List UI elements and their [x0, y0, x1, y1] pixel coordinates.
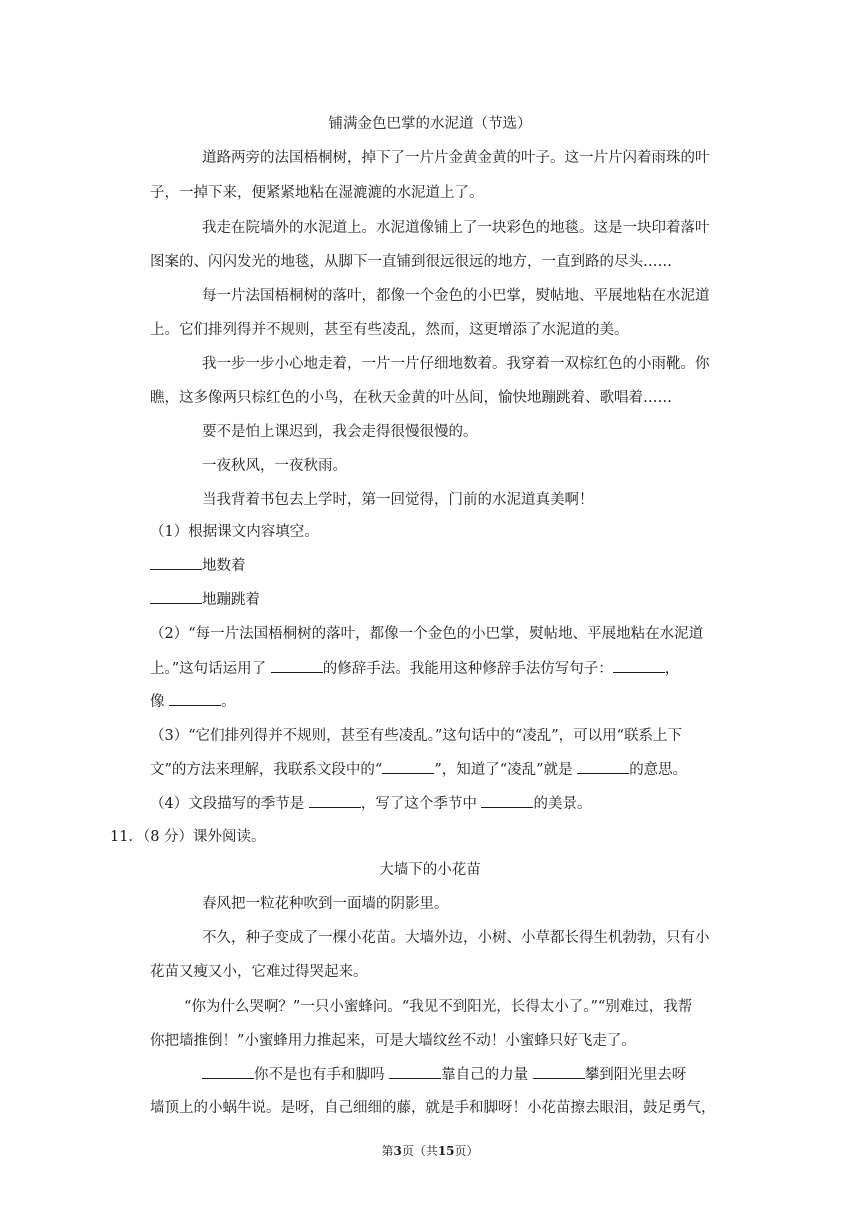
question-text: （4）文段描写的季节是: [150, 796, 309, 812]
paragraph-line: 图案的、闪闪发光的地毯，从脚下一直铺到很远很远的地方，一直到路的尽头……: [150, 254, 672, 270]
question-text: 上。”这句话运用了: [150, 661, 271, 677]
footer-text: 页（共: [401, 1144, 438, 1158]
paragraph-line: 你把墙推倒！”小蜜蜂用力推起来，可是大墙纹丝不动！小蜜蜂只好飞走了。: [150, 1033, 636, 1049]
question-11-label: 11．（8 分）课外阅读。: [110, 829, 266, 845]
paragraph-line: 花苗又瘦又小，它难过得哭起来。: [150, 964, 368, 980]
question-2-line: （2）“每一片法国梧桐树的落叶，都像一个金色的小巴掌，熨帖地、平展地粘在水泥道: [150, 626, 704, 642]
question-text: ，写了这个季节中: [360, 796, 482, 812]
question-text: 的修辞手法。我能用这种修辞手法仿写句子：: [322, 661, 613, 677]
page-number: 3: [393, 1144, 402, 1158]
footer-text: 页）: [454, 1144, 479, 1158]
answer-blank[interactable]: [271, 658, 323, 673]
question-1-item-1: [150, 554, 246, 575]
paragraph-line: 道路两旁的法国梧桐树，掉下了一片片金黄金黄的叶子。这一片片闪着雨珠的叶: [202, 150, 710, 166]
question-text: ，: [664, 661, 680, 677]
page-footer: [0, 1142, 860, 1159]
paragraph-line: 一夜秋风，一夜秋雨。: [202, 458, 347, 474]
question-text: 。: [221, 694, 236, 710]
paragraph-line: 每一片法国梧桐树的落叶，都像一个金色的小巴掌，熨帖地、平展地粘在水泥道: [202, 288, 710, 304]
answer-blank[interactable]: [309, 793, 361, 808]
question-2-line: [150, 657, 679, 678]
answer-blank[interactable]: [150, 555, 202, 570]
question-3-line: （3）“它们排列得并不规则，甚至有些凌乱。”这句话中的“凌乱”，可以用“联系上下: [150, 728, 683, 744]
answer-blank[interactable]: [382, 759, 434, 774]
question-text: 你不是也有手和脚吗: [254, 1067, 390, 1083]
paragraph-line: “你为什么哭啊？”一只小蜜蜂问。“我见不到阳光，长得太小了。”“别难过，我帮: [184, 999, 693, 1015]
passage-title: 铺满金色巴掌的水泥道（节选）: [328, 116, 532, 132]
paragraph-line: 我走在院墙外的水泥道上。水泥道像铺上了一块彩色的地毯。这是一块印着落叶: [202, 220, 710, 236]
paragraph-line: 上。它们排列得并不规则，甚至有些凌乱，然而，这更增添了水泥道的美。: [150, 322, 629, 338]
answer-blank[interactable]: [577, 759, 629, 774]
paragraph-line: 子，一掉下来，便紧紧地粘在湿漉漉的水泥道上了。: [150, 185, 484, 201]
answer-blank[interactable]: [533, 1064, 585, 1079]
blank-suffix: 地数着: [202, 558, 246, 574]
answer-blank[interactable]: [150, 589, 202, 604]
paragraph-line: 春风把一粒花种吹到一面墙的阴影里。: [202, 896, 449, 912]
paragraph-line: 不久，种子变成了一棵小花苗。大墙外边，小树、小草都长得生机勃勃，只有小: [202, 930, 710, 946]
question-text: 攀到阳光里去呀: [584, 1067, 687, 1083]
question-text: 的意思。: [629, 762, 688, 778]
paragraph-line: 要不是怕上课迟到，我会走得很慢很慢的。: [202, 424, 478, 440]
answer-blank[interactable]: [202, 1064, 254, 1079]
answer-blank[interactable]: [481, 793, 533, 808]
passage-title: 大墙下的小花苗: [379, 862, 481, 878]
question-1-item-2: [150, 588, 260, 609]
paragraph-line: 墙顶上的小蜗牛说。是呀，自己细细的藤，就是手和脚呀！小花苗擦去眼泪，鼓足勇气，: [150, 1100, 716, 1116]
question-text: ”，知道了“凌乱”就是: [434, 762, 578, 778]
paragraph-line: 我一步一步小心地走着，一片一片仔细地数着。我穿着一双棕红色的小雨靴。你: [202, 356, 710, 372]
paragraph-line: 当我背着书包去上学时，第一回觉得，门前的水泥道真美啊！: [202, 492, 594, 508]
answer-blank[interactable]: [169, 691, 221, 706]
question-text: 靠自己的力量: [441, 1067, 533, 1083]
answer-blank[interactable]: [389, 1064, 441, 1079]
question-1: （1）根据课文内容填空。: [150, 524, 319, 540]
question-4-line: [150, 792, 591, 813]
answer-blank[interactable]: [613, 658, 665, 673]
page-total: 15: [437, 1144, 455, 1158]
question-text: 的美景。: [533, 796, 592, 812]
blank-suffix: 地蹦跳着: [202, 592, 260, 608]
question-text: 像: [150, 694, 170, 710]
question-2-line: [150, 690, 236, 711]
paragraph-line: [202, 1063, 686, 1084]
question-3-line: [150, 758, 687, 779]
question-text: 文”的方法来理解，我联系文段中的“: [150, 762, 383, 778]
paragraph-line: 瞧，这多像两只棕红色的小鸟，在秋天金黄的叶丛间，愉快地蹦跳着、歌唱着……: [150, 390, 672, 406]
footer-text: 第: [381, 1144, 394, 1158]
